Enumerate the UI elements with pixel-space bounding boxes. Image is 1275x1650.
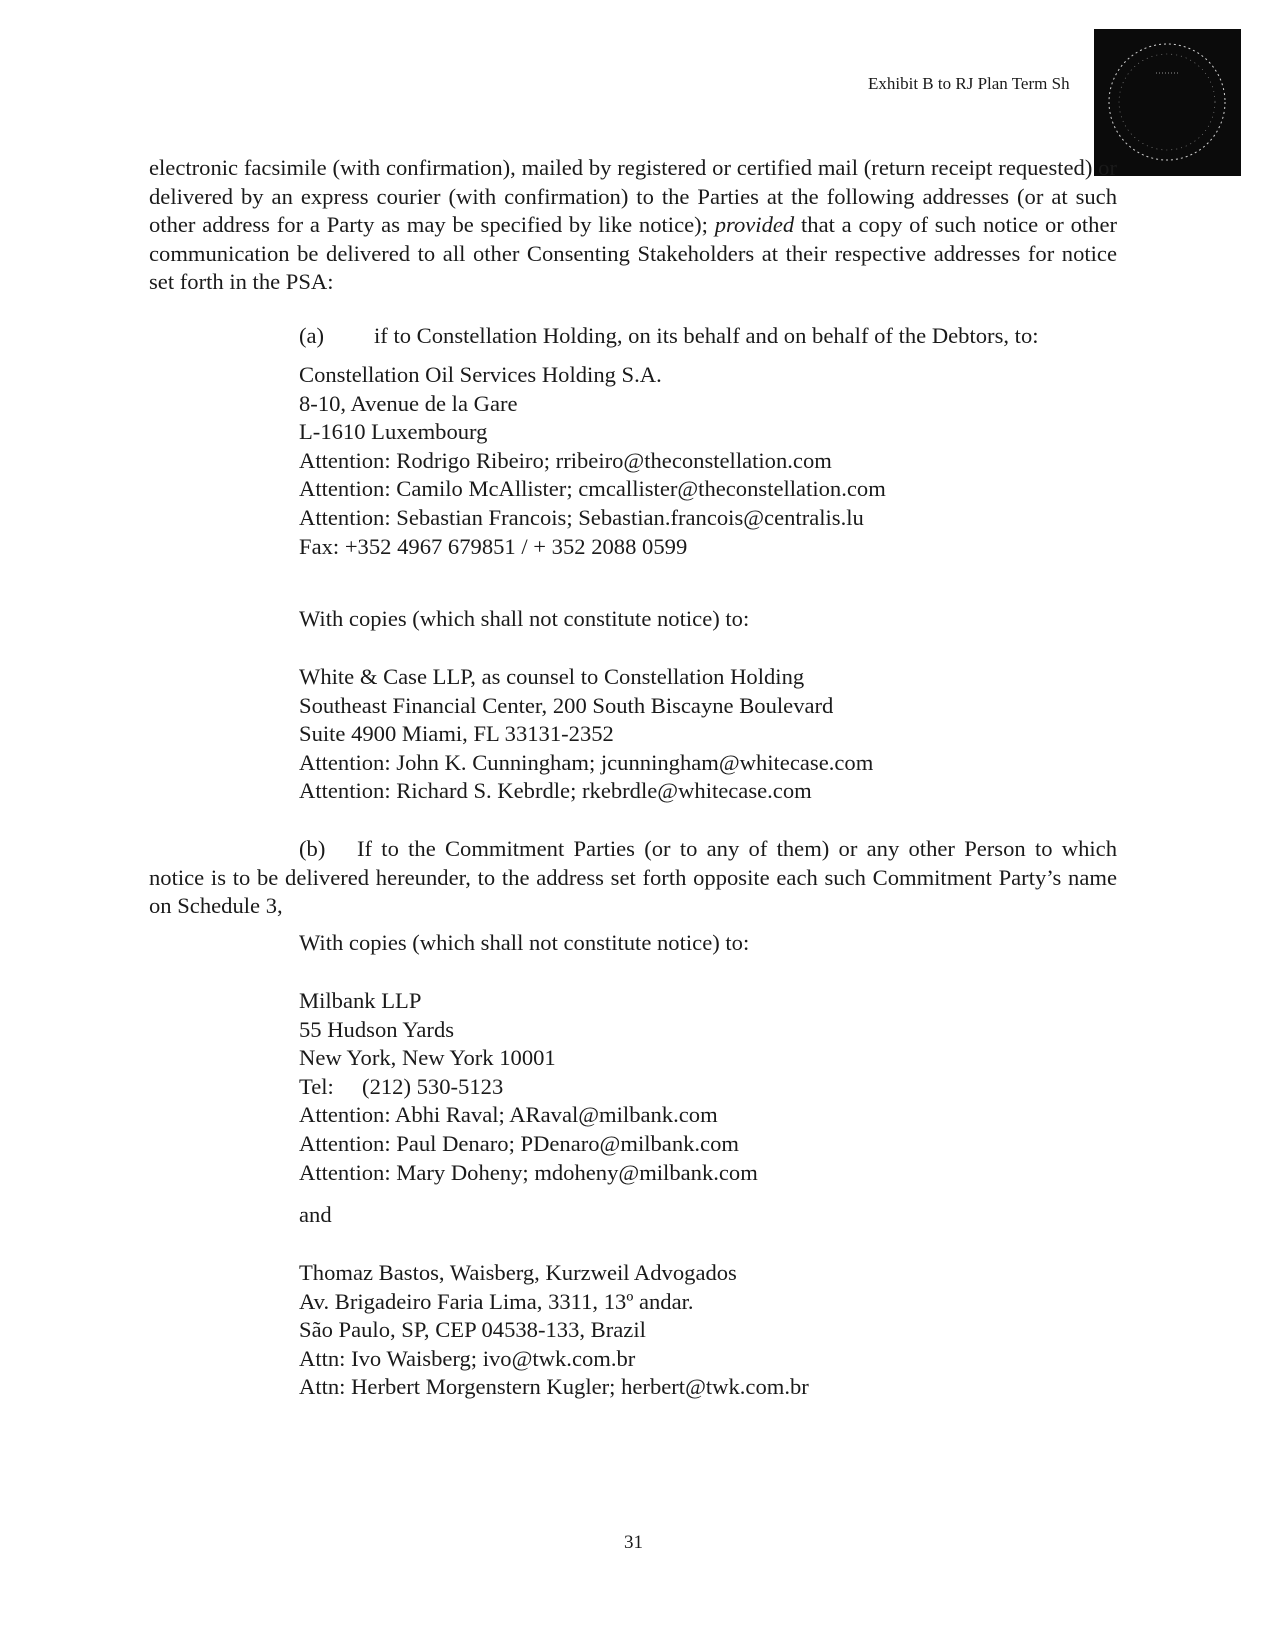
- constellation-address: [299, 361, 886, 561]
- address-line: 55 Hudson Yards: [299, 1016, 455, 1042]
- address-line: Tel: (212) 530-5123: [299, 1073, 504, 1099]
- address-line: Attention: Rodrigo Ribeiro; rribeiro@theconstellation.com: [299, 447, 832, 473]
- address-line: Attention: Camilo McAllister; cmcallister@theconstellation.com: [299, 476, 886, 502]
- conjunction-and: [299, 1201, 332, 1230]
- address-line: São Paulo, SP, CEP 04538-133, Brazil: [299, 1317, 646, 1343]
- copies-label: With copies (which shall not constitute notice) to:: [299, 606, 750, 631]
- address-line: Attention: Mary Doheny; mdoheny@milbank.com: [299, 1159, 758, 1185]
- address-line: Constellation Oil Services Holding S.A.: [299, 362, 662, 387]
- address-line: 8-10, Avenue de la Gare: [299, 390, 518, 416]
- address-line: Thomaz Bastos, Waisberg, Kurzweil Advogados: [299, 1260, 737, 1285]
- copies-heading-1: [299, 605, 749, 634]
- item-a: [299, 322, 1039, 351]
- address-line: Attn: Herbert Morgenstern Kugler; herbert@twk.com.br: [299, 1374, 809, 1400]
- address-line: Attention: Richard S. Kebrdle; rkebrdle@whitecase.com: [299, 778, 812, 804]
- conjunction-text: and: [299, 1202, 332, 1227]
- address-line: Attn: Ivo Waisberg; ivo@twk.com.br: [299, 1345, 636, 1371]
- address-line: Attention: Abhi Raval; ARaval@milbank.com: [299, 1102, 718, 1128]
- address-line: Suite 4900 Miami, FL 33131-2352: [299, 721, 614, 747]
- address-line: White & Case LLP, as counsel to Constellation Holding: [299, 664, 805, 689]
- item-a-text: if to Constellation Holding, on its behalf and on behalf of the Debtors, to:: [374, 323, 1039, 348]
- address-line: L-1610 Luxembourg: [299, 419, 488, 445]
- copies-heading-2: [299, 929, 749, 958]
- address-line: Attention: John K. Cunningham; jcunningham@whitecase.com: [299, 749, 874, 775]
- item-b: [149, 835, 1117, 921]
- item-b-label: (b): [299, 836, 326, 861]
- address-line: Fax: +352 4967 679851 / + 352 2088 0599: [299, 533, 688, 559]
- address-line: Southeast Financial Center, 200 South Biscayne Boulevard: [299, 692, 834, 718]
- intro-text-after: that a copy of such notice or other communication be delivered to all other Consenting Stakeholders at their respective addresses for notice set forth in the PSA:: [149, 212, 1117, 295]
- exhibit-header: Exhibit B to RJ Plan Term Sh: [868, 74, 1070, 93]
- address-line: Av. Brigadeiro Faria Lima, 3311, 13º andar.: [299, 1288, 694, 1314]
- page-number: 31: [624, 1532, 643, 1553]
- milbank-address: [299, 987, 758, 1187]
- copies-label: With copies (which shall not constitute notice) to:: [299, 930, 750, 955]
- address-line: Attention: Paul Denaro; PDenaro@milbank.com: [299, 1130, 739, 1156]
- intro-emphasis: provided: [714, 212, 795, 238]
- intro-text-before: electronic facsimile (with confirmation), mailed by registered or certified mail (return receipt requested) or delivered by an express courier (with confirmation) to the Parties at the following addresses (or at such other address for a Party as may be specified by like notice);: [149, 155, 1117, 238]
- item-b-text: If to the Commitment Parties (or to any of them) or any other Person to which notice is to be delivered hereunder, to the address set forth opposite each such Commitment Party’s name on Schedule 3,: [149, 836, 1117, 919]
- intro-paragraph: [149, 154, 1117, 297]
- tbwk-address: [299, 1259, 809, 1402]
- address-line: Attention: Sebastian Francois; Sebastian.francois@centralis.lu: [299, 504, 864, 530]
- address-line: Milbank LLP: [299, 988, 422, 1013]
- address-line: New York, New York 10001: [299, 1045, 556, 1071]
- white-case-address: [299, 663, 873, 806]
- item-a-label: (a): [299, 323, 325, 348]
